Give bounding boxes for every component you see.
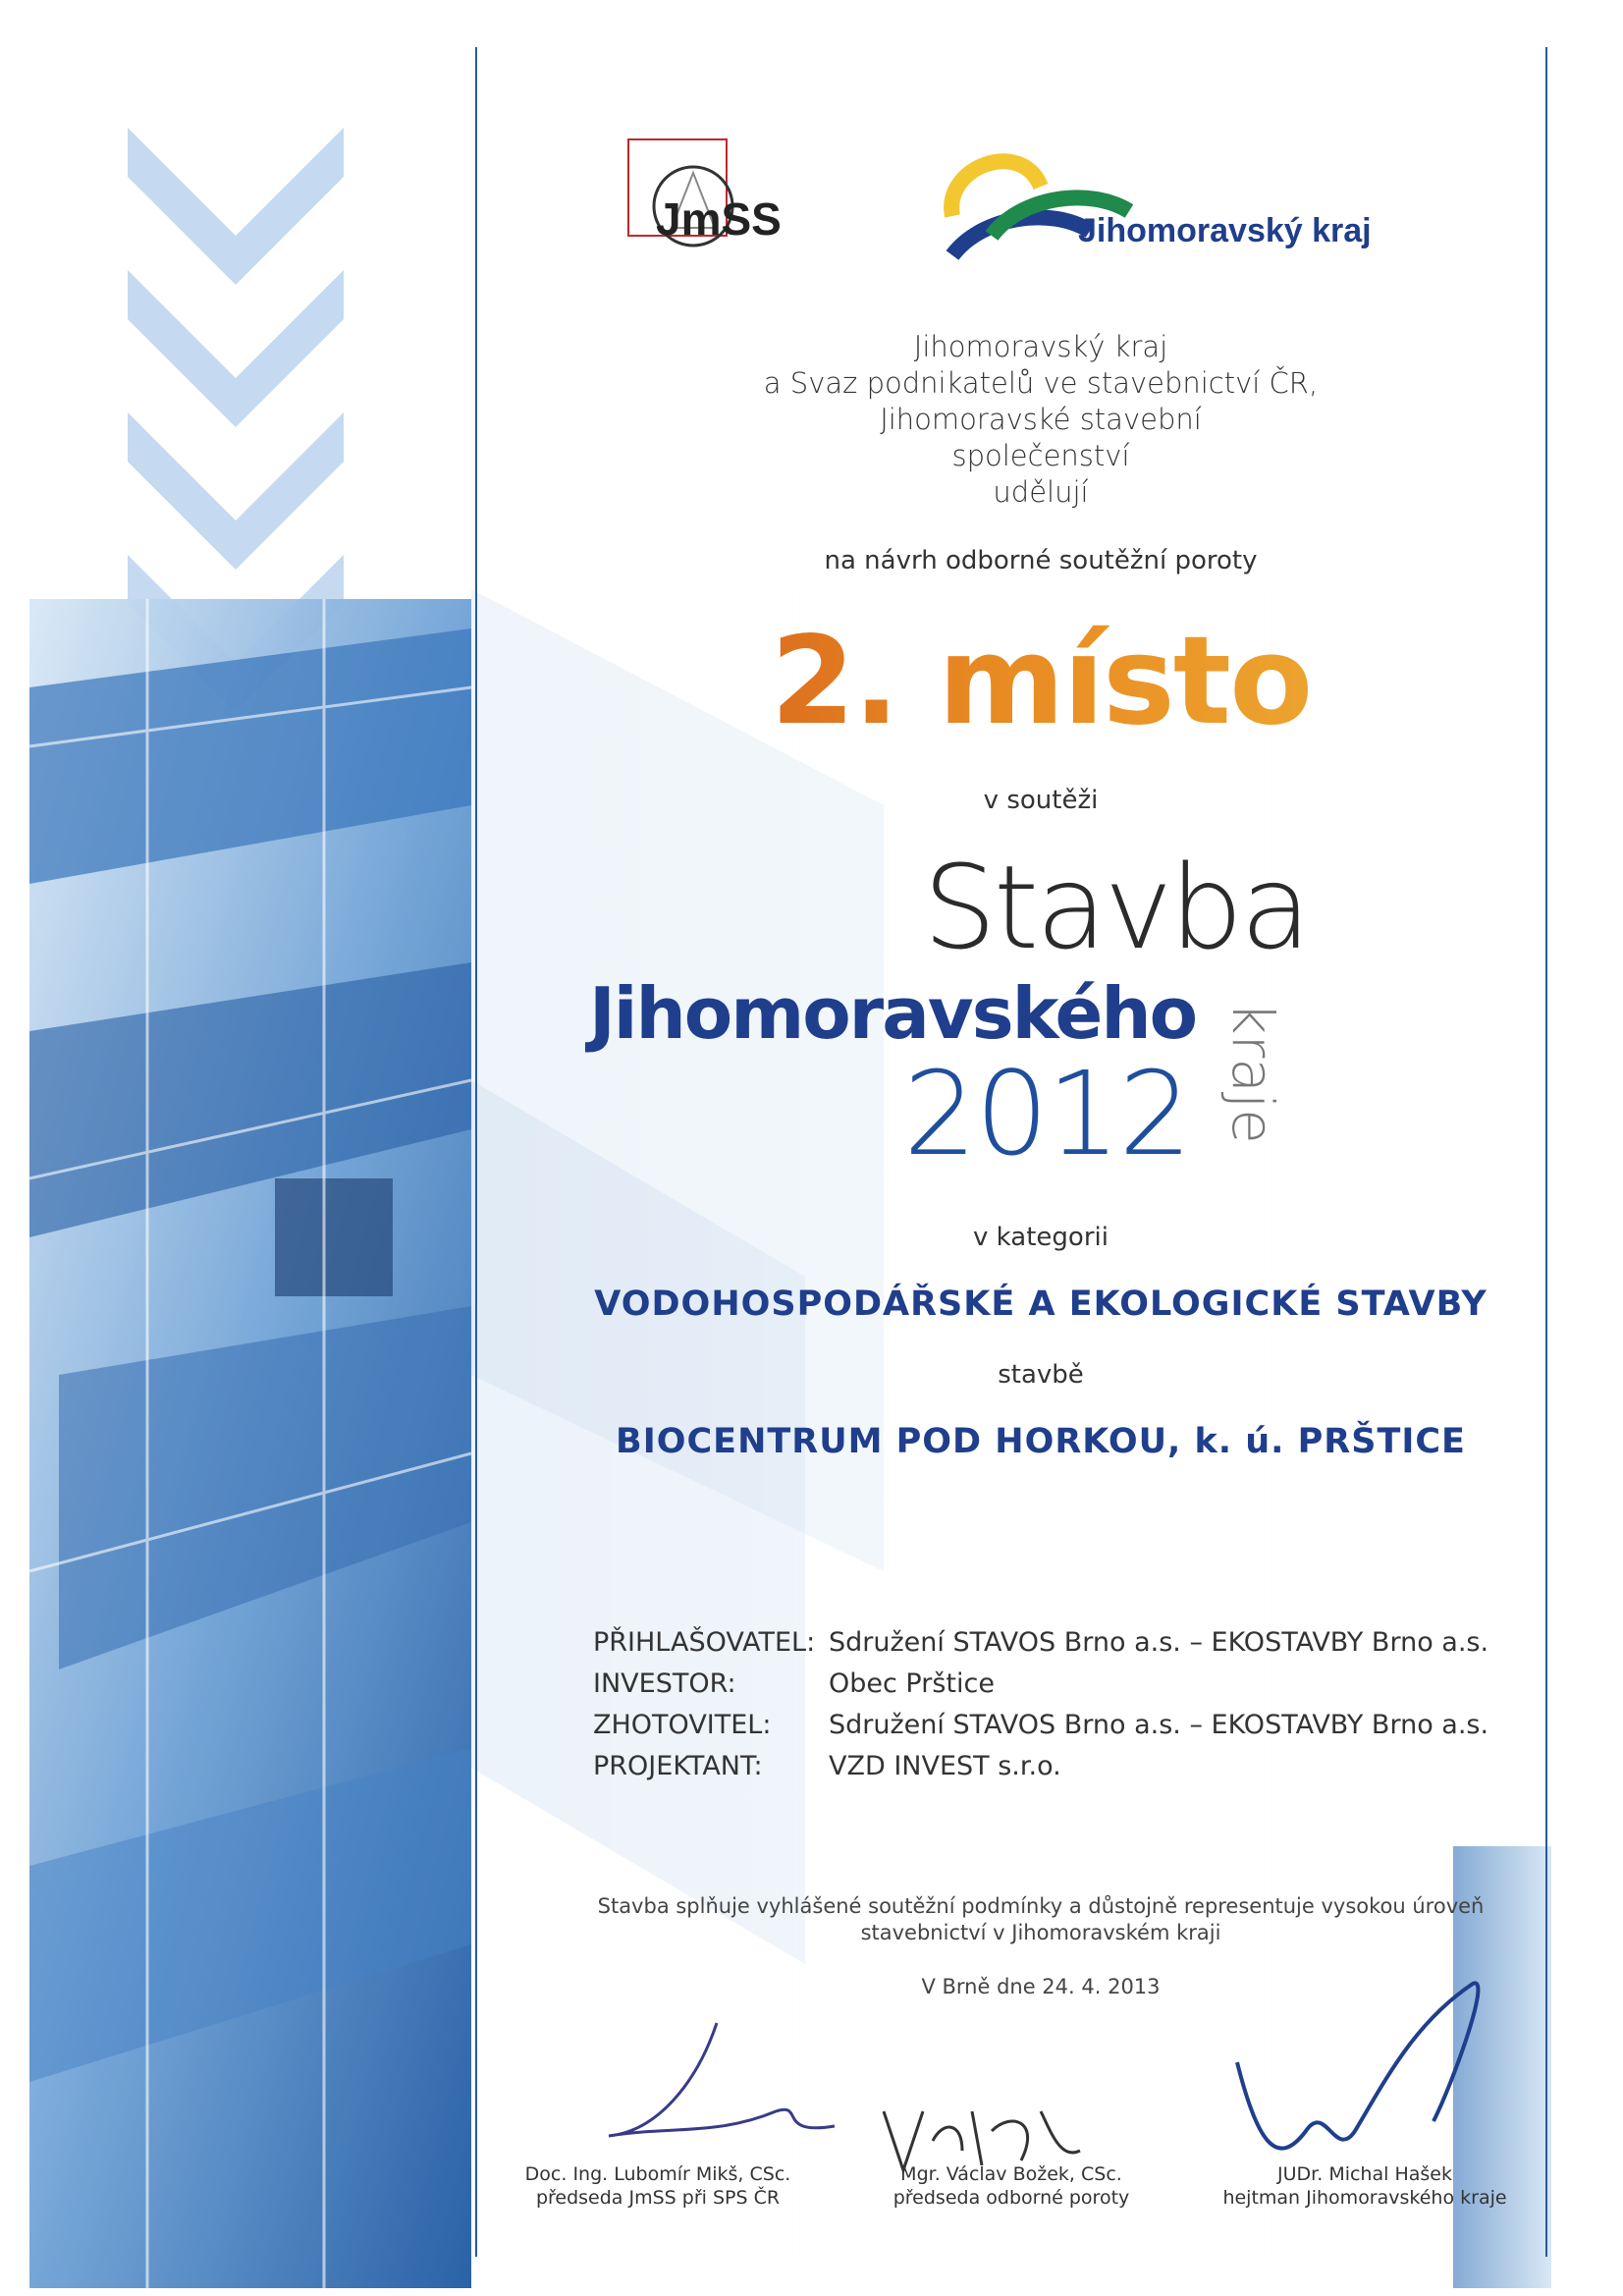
signatory-3 bbox=[1208, 2162, 1522, 2210]
credit-row bbox=[593, 1622, 1488, 1664]
in-category-text: v kategorii bbox=[973, 1223, 1109, 1252]
to-building-text: stavbě bbox=[998, 1360, 1084, 1390]
credits-table bbox=[593, 1622, 1488, 1787]
credit-value: Sdružení STAVOS Brno a.s. – EKOSTAVBY Brno a.s. bbox=[829, 1627, 1489, 1658]
jmss-logo-text: JmSS bbox=[656, 193, 782, 245]
proposal-text: na návrh odborné soutěžní poroty bbox=[824, 546, 1258, 575]
credit-label: PŘIHLAŠOVATEL: bbox=[593, 1627, 816, 1658]
credit-row bbox=[593, 1746, 1488, 1787]
signatory-name: JUDr. Michal Hašek bbox=[1277, 2163, 1452, 2185]
credit-value: VZD INVEST s.r.o. bbox=[829, 1751, 1061, 1781]
category-title: VODOHOSPODÁŘSKÉ A EKOLOGICKÉ STAVBY bbox=[594, 1285, 1488, 1324]
date-text: V Brně dne 24. 4. 2013 bbox=[921, 1975, 1161, 1998]
in-competition-text: v soutěži bbox=[983, 786, 1099, 815]
credit-value: Obec Prštice bbox=[829, 1668, 995, 1699]
statement-line: stavebnictví v Jihomoravském kraji bbox=[860, 1921, 1221, 1944]
intro-text bbox=[550, 329, 1532, 511]
competition-word-kraje: kraje bbox=[1219, 1002, 1286, 1144]
competition-word-stavba: Stavba bbox=[923, 840, 1309, 975]
place-heading: 2. místo bbox=[550, 611, 1532, 752]
statement-text bbox=[550, 1893, 1532, 1946]
signatures-drawing bbox=[550, 1964, 1532, 2180]
competition-year: 2012 bbox=[903, 1046, 1191, 1181]
intro-line: udělují bbox=[993, 475, 1089, 509]
competition-word-jihomoravskeho: Jihomoravského bbox=[589, 972, 1197, 1055]
signatory-role: předseda JmSS při SPS ČR bbox=[535, 2187, 781, 2209]
intro-line: Jihomoravský kraj bbox=[913, 330, 1168, 363]
credit-row bbox=[593, 1664, 1488, 1705]
signatory-name: Mgr. Václav Božek, CSc. bbox=[900, 2163, 1122, 2185]
credit-label: PROJEKTANT: bbox=[593, 1751, 763, 1781]
jihomoravsky-kraj-logo-text: Jihomoravský kraj bbox=[1078, 212, 1372, 249]
building-title: BIOCENTRUM POD HORKOU, k. ú. PRŠTICE bbox=[616, 1422, 1466, 1461]
credit-value: Sdružení STAVOS Brno a.s. – EKOSTAVBY Brno a.s. bbox=[829, 1710, 1489, 1740]
statement-line: Stavba splňuje vyhlášené soutěžní podmínky a důstojně representuje vysokou úroveň bbox=[597, 1894, 1485, 1918]
signatory-1 bbox=[511, 2162, 805, 2210]
intro-line: Jihomoravské stavební bbox=[880, 403, 1202, 436]
signatory-role: hejtman Jihomoravského kraje bbox=[1222, 2187, 1507, 2209]
signatory-2 bbox=[864, 2162, 1159, 2210]
intro-line: a Svaz podnikatelů ve stavebnictví ČR, bbox=[763, 366, 1319, 400]
credit-label: ZHOTOVITEL: bbox=[593, 1710, 772, 1740]
credit-label: INVESTOR: bbox=[593, 1668, 736, 1699]
signatory-role: předseda odborné poroty bbox=[893, 2187, 1130, 2209]
credit-row bbox=[593, 1705, 1488, 1746]
signatory-name: Doc. Ing. Lubomír Mikš, CSc. bbox=[524, 2163, 791, 2185]
intro-line: společenství bbox=[951, 439, 1130, 472]
